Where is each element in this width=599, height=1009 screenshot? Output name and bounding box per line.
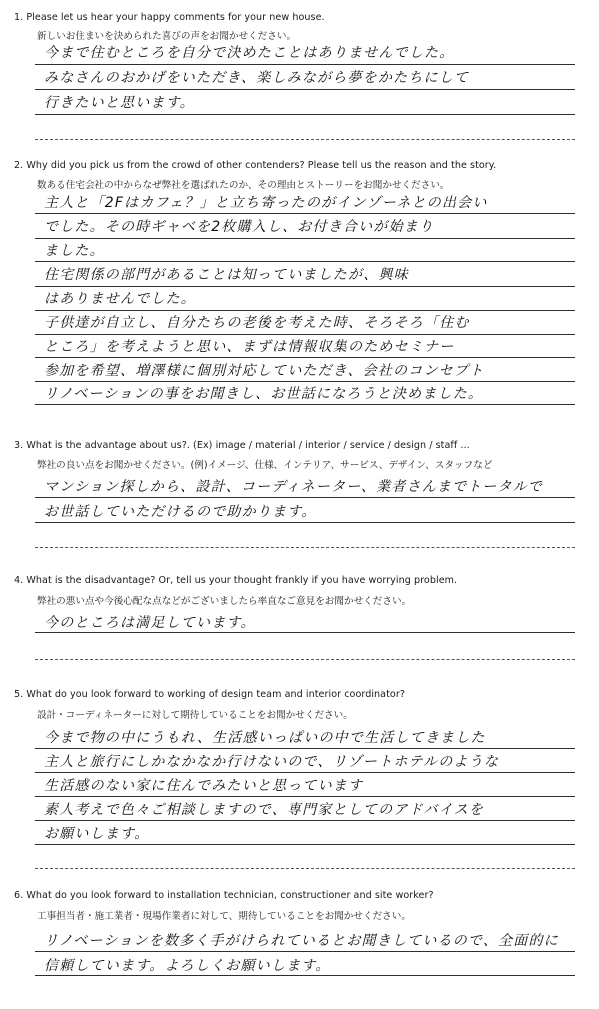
answer-6-line-2: 信頼しています。よろしくお願いします。 <box>44 958 331 974</box>
question-3-ja: 弊社の良い点をお聞かせください。(例)イメージ、仕様、インテリア、サービス、デザイン、スタッフなど <box>37 460 493 471</box>
answer-2-rule-3 <box>35 261 575 262</box>
answer-1-line-2: みなさんのおかげをいただき、楽しみながら夢をかたちにして <box>44 70 470 86</box>
answer-5-rule-2 <box>35 772 575 773</box>
answer-3-rule-1 <box>35 497 575 498</box>
answer-5-rule-6 <box>35 868 575 869</box>
answer-5-rule-5 <box>35 844 575 845</box>
answer-2-rule-7 <box>35 357 575 358</box>
question-5-en: 5. What do you look forward to working of design team and interior coordinator? <box>14 689 405 700</box>
answer-1-line-1: 今まで住むところを自分で決めたことはありませんでした。 <box>44 45 455 61</box>
answer-2-rule-5 <box>35 310 575 311</box>
question-3-en: 3. What is the advantage about us?. (Ex) image / material / interior / service / design / staff ... <box>14 440 470 451</box>
answer-1-rule-2 <box>35 89 575 90</box>
question-6-en: 6. What do you look forward to installation technician, constructioner and site worker? <box>14 890 434 901</box>
question-1-ja: 新しいお住まいを決められた喜びの声をお聞かせください。 <box>37 31 297 42</box>
answer-1-rule-4 <box>35 139 575 140</box>
answer-6-rule-1 <box>35 951 575 952</box>
answer-2-line-9: リノベーションの事をお聞きし、お世話になろうと決めました。 <box>44 386 484 402</box>
answer-4-line-1: 今のところは満足しています。 <box>44 615 256 631</box>
answer-2-rule-2 <box>35 238 575 239</box>
answer-6-rule-2 <box>35 975 575 976</box>
answer-2-line-7: ところ」を考えようと思い、まずは情報収集のためセミナー <box>44 339 455 355</box>
answer-2-line-1: 主人と「2Fはカフェ？」と立ち寄ったのがインゾーネとの出会い <box>44 195 488 211</box>
question-4-ja: 弊社の悪い点や今後心配な点などがございましたら率直なご意見をお聞かせください。 <box>37 596 412 607</box>
answer-2-line-2: でした。その時ギャベを2枚購入し、お付き合いが始まり <box>44 219 435 235</box>
answer-2-rule-4 <box>35 286 575 287</box>
answer-5-line-1: 今まで物の中にうもれ、生活感いっぱいの中で生活してきました <box>44 730 486 746</box>
question-4-en: 4. What is the disadvantage? Or, tell us your thought frankly if you have worrying problem. <box>14 575 458 586</box>
question-5-ja: 設計・コーディネーターに対して期待していることをお聞かせください。 <box>37 710 353 721</box>
answer-3-rule-3 <box>35 547 575 548</box>
answer-5-line-4: 素人考えで色々ご相談しますので、専門家としてのアドバイスを <box>44 802 485 818</box>
answer-3-rule-2 <box>35 522 575 523</box>
question-2-ja: 数ある住宅会社の中からなぜ弊社を選ばれたのか、その理由とストーリーをお聞かせください。 <box>37 180 450 191</box>
question-6-ja: 工事担当者・施工業者・現場作業者に対して、期待していることをお聞かせください。 <box>37 911 411 922</box>
answer-3-line-1: マンション探しから、設計、コーディネーター、業者さんまでトータルで <box>44 479 544 495</box>
answer-2-rule-8 <box>35 381 575 382</box>
answer-5-line-2: 主人と旅行にしかなかなか行けないので、リゾートホテルのような <box>44 754 500 770</box>
answer-1-rule-1 <box>35 64 575 65</box>
answer-5-line-5: お願いします。 <box>44 826 150 842</box>
answer-4-rule-2 <box>35 659 575 660</box>
answer-6-line-1: リノベーションを数多く手がけられているとお聞きしているので、全面的に <box>44 933 559 949</box>
answer-2-rule-1 <box>35 213 575 214</box>
answer-5-line-3: 生活感のない家に住んでみたいと思っています <box>44 778 364 794</box>
question-2-en: 2. Why did you pick us from the crowd of other contenders? Please tell us the reason and the story. <box>14 160 497 171</box>
question-1-en: 1. Please let us hear your happy comments for your new house. <box>14 12 325 23</box>
answer-5-rule-1 <box>35 748 575 749</box>
answer-1-line-3: 行きたいと思います。 <box>44 95 195 111</box>
answer-5-rule-4 <box>35 820 575 821</box>
answer-2-line-4: 住宅関係の部門があることは知っていましたが、興味 <box>44 267 409 283</box>
answer-5-rule-3 <box>35 796 575 797</box>
answer-2-line-6: 子供達が自立し、自分たちの老後を考えた時、そろそろ「住む <box>44 315 470 331</box>
answer-2-rule-9 <box>35 404 575 405</box>
answer-1-rule-3 <box>35 114 575 115</box>
answer-2-line-3: ました。 <box>44 243 105 259</box>
answer-3-line-2: お世話していただけるので助かります。 <box>44 504 317 520</box>
answer-2-rule-6 <box>35 334 575 335</box>
answer-4-rule-1 <box>35 632 575 633</box>
answer-2-line-5: はありませんでした。 <box>44 291 196 307</box>
answer-2-line-8: 参加を希望、増澤様に個別対応していただき、会社のコンセプト <box>44 363 485 379</box>
